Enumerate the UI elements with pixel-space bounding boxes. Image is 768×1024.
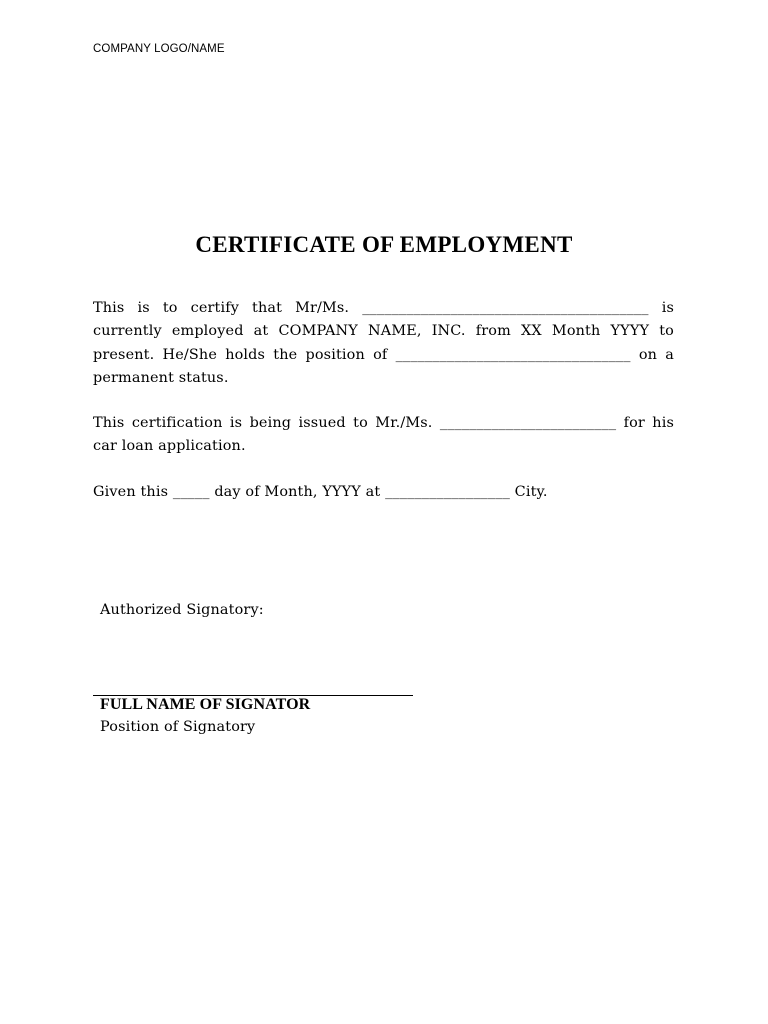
signator-position: Position of Signatory (100, 719, 256, 735)
employee-name-blank: _______________________________________ (362, 300, 649, 316)
purpose-paragraph (93, 412, 674, 459)
document-title: CERTIFICATE OF EMPLOYMENT (195, 232, 573, 257)
paragraph-text: for his car loan application. (93, 415, 674, 455)
date-place-paragraph (93, 481, 674, 504)
paragraph-text: This is to certify that Mr/Ms. (93, 300, 363, 316)
paragraph-text: This certification is being issued to Mr./Ms. (93, 415, 440, 431)
day-blank: _____ (172, 484, 210, 500)
certification-paragraph (93, 297, 674, 390)
authorized-signatory-label: Authorized Signatory: (100, 602, 264, 618)
recipient-name-blank: ________________________ (439, 415, 617, 431)
position-blank: ________________________________ (395, 346, 631, 363)
paragraph-text: City. (509, 484, 548, 500)
company-logo-name: COMPANY LOGO/NAME (93, 43, 225, 55)
paragraph-text: Given this (93, 484, 173, 500)
signator-full-name: FULL NAME OF SIGNATOR (100, 696, 311, 713)
paragraph-text: is currently employed at COMPANY NAME, INC. from XX Month YYYY to present. He/She holds the position of (93, 300, 674, 363)
paragraph-text: day of Month, YYYY at (209, 484, 386, 500)
paragraph-text: on a permanent status. (93, 346, 674, 386)
city-blank: _________________ (385, 484, 510, 500)
